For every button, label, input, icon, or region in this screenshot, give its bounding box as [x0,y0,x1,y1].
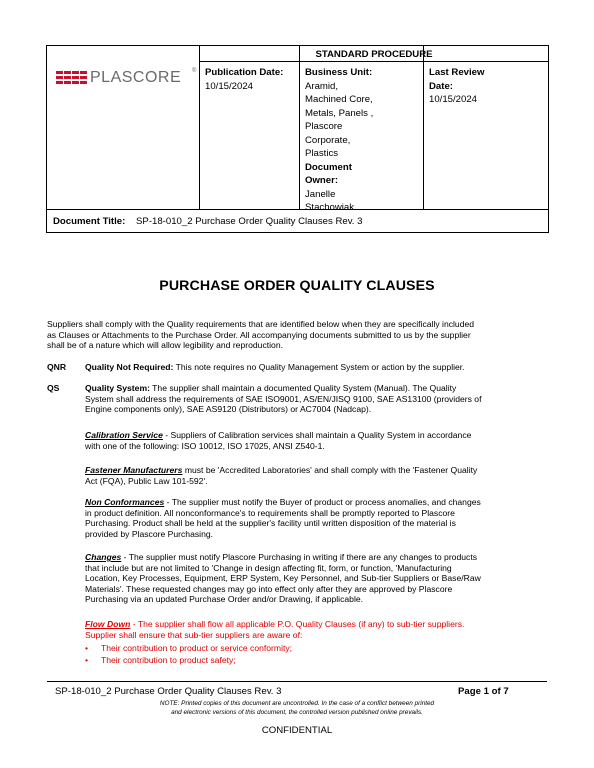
changes-line: Materials'. These requested changes may go into effect only after they are approved by Plascore [85,583,453,594]
business-unit-label: Business Unit: [305,67,373,78]
calibration-title: Calibration Service [85,430,163,440]
logo-text: PLASCORE [90,69,182,86]
changes-line: Purchasing via an updated Purchase Order and/or Drawing, if applicable. [85,594,364,605]
qnr-text: This note requires no Quality Management System or action by the supplier. [173,362,465,372]
fastener-paragraph [85,465,547,486]
business-unit-line: Plascore [305,121,343,132]
qs-title: Quality System: [85,383,150,393]
flowdown-bullet: Their contribution to product or service conformity; [101,643,293,653]
document-title-value: SP-18-010_2 Purchase Order Quality Clauses Rev. 3 [136,216,363,227]
footer-doc-ref: SP-18-010_2 Purchase Order Quality Clauses Rev. 3 [55,686,282,697]
nonconformances-line: in product definition. All nonconformance's to requirements shall be promptly reported to Plascore [85,507,455,518]
business-unit-line: Plastics [305,148,339,159]
changes-line: Location, Key Processes, Equipment, ERP System, Key Personnel, and Sub-tier Suppliers or Base/Raw [85,573,481,584]
document-owner-line: Janelle [305,188,336,200]
logo-mark-icon [56,71,86,85]
document-owner-label: Owner: [305,175,339,186]
footer-divider [47,681,547,682]
flowdown-paragraph [85,619,547,640]
bullet-icon: • [85,655,89,665]
business-unit-line: Corporate, [305,134,351,146]
nonconformances-paragraph [85,497,547,539]
document-title-label: Document Title: [53,216,126,227]
flowdown-line: Supplier shall ensure that sub-tier suppliers are aware of: [85,629,303,640]
divider [299,46,300,209]
calibration-line: - Suppliers of Calibration services shall maintain a Quality System in accordance [162,430,472,440]
flowdown-line: - The supplier shall flow all applicable P.O. Quality Clauses (if any) to sub-tier suppliers. [130,619,465,629]
qs-line: Engine components only), SAE AS9120 (Distributors) or AC7004 (Nadcap). [85,404,372,415]
bullet-icon: • [85,643,89,653]
document-title-row [53,215,362,228]
divider [423,46,424,209]
qnr-paragraph [85,362,547,373]
business-unit-cell [305,66,373,215]
last-review-value: 10/15/2024 [429,94,478,105]
flowdown-bullet: Their contribution to product safety; [101,655,236,665]
intro-line: shall be of a nature which will allow legibility and reproduction. [47,340,283,351]
page-heading: PURCHASE ORDER QUALITY CLAUSES [159,278,435,294]
qnr-code: QNR [47,362,67,372]
document-owner-label: Document [305,161,352,173]
qs-paragraph [85,383,547,415]
business-unit-line: Machined Core, [305,94,373,105]
footer-page-number: Page 1 of 7 [458,686,509,697]
qs-line: The supplier shall maintain a documented Quality System (Manual). The Quality [149,383,457,393]
divider [47,209,549,210]
footer-note-line: NOTE: Printed copies of this document are uncontrolled. In the case of a conflict between printed [159,700,435,707]
nonconformances-title: Non Conformances [85,497,165,507]
business-unit-line: Aramid, [305,80,339,92]
qs-line: System shall address the requirements of SAE ISO9001, AS/EN/JISQ 9100, SAE AS13100 (providers of [85,393,482,404]
intro-line: Suppliers shall comply with the Quality requirements that are identified below when they are specifically included [47,319,475,329]
changes-line: - The supplier must notify Plascore Purchasing in writing if there are any changes to products [121,552,478,562]
document-owner-line: Stachowiak [305,202,355,213]
intro-paragraph [47,319,547,351]
plascore-logo [56,68,196,88]
flowdown-title: Flow Down [85,619,131,629]
calibration-paragraph [85,430,547,451]
publication-date-cell [205,66,283,93]
header-table [46,45,549,233]
changes-title: Changes [85,552,122,562]
calibration-line: with one of the following: ISO 10012, ISO 17025, ANSI Z540-1. [85,440,325,451]
last-review-label: Last Review [429,67,485,78]
standard-procedure-title: STANDARD PROCEDURE [315,49,433,60]
footer-note-line: and electronic versions of this document, the controlled version published online prevails. [171,709,423,716]
qs-code: QS [47,383,60,393]
confidential-label: CONFIDENTIAL [261,725,333,736]
business-unit-line: Metals, Panels , [305,107,374,119]
logo-registered-mark: ® [192,68,197,74]
changes-line: that include but are not limited to 'Change in design affecting fit, form, or function, 'Manufacturing [85,562,452,573]
fastener-line: Act (FQA), Public Law 101-592'. [85,475,208,486]
qnr-title: Quality Not Required: [85,362,174,372]
last-review-cell [429,66,484,107]
nonconformances-line: - The supplier must notify the Buyer of product or process anomalies, and changes [164,497,481,507]
publication-date-label: Publication Date: [205,67,284,78]
fastener-line: must be 'Accredited Laboratories' and shall comply with the 'Fastener Quality [182,465,478,475]
last-review-label: Date: [429,80,453,92]
fastener-title: Fastener Manufacturers [85,465,183,475]
publication-date-value: 10/15/2024 [205,80,254,92]
document-title-spacer [128,216,133,227]
divider [199,46,200,209]
changes-paragraph [85,552,547,605]
nonconformances-line: provided by Plascore Purchasing. [85,528,214,539]
nonconformances-line: Purchasing. Product shall be held at the supplier's facility until written disposition of the material is [85,518,456,529]
intro-line: as Clauses or Attachments to the Purchase Order. All accompanying documents submitted to us by the supplier [47,329,471,340]
